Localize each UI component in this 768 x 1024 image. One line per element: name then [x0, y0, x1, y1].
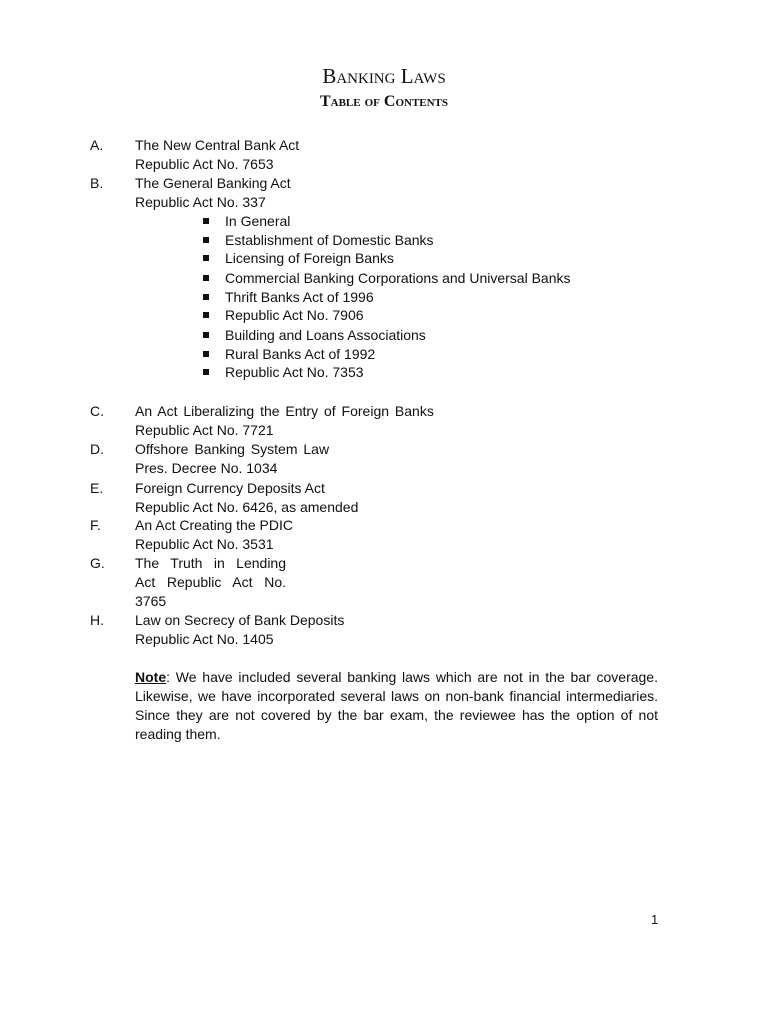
- section-title-line: Act Republic Act No.: [135, 574, 286, 590]
- bullet-text: Thrift Banks Act of 1996: [225, 289, 374, 305]
- bullet-item: [203, 345, 375, 364]
- section-reference: Pres. Decree No. 1034: [135, 460, 278, 476]
- document-title: Banking Laws: [322, 64, 446, 88]
- section-reference: Republic Act No. 7653: [135, 156, 274, 172]
- bullet-item: [203, 326, 426, 345]
- square-bullet-icon: [203, 275, 209, 281]
- section-title: Offshore Banking System Law: [135, 441, 330, 457]
- section-title: The General Banking Act: [135, 175, 291, 191]
- bullet-text: Licensing of Foreign Banks: [225, 250, 394, 266]
- bullet-item: [203, 212, 290, 231]
- bullet-text: Building and Loans Associations: [225, 327, 426, 343]
- note-paragraph: [135, 668, 658, 744]
- section-letter: C.: [90, 403, 104, 419]
- section-letter: B.: [90, 175, 104, 191]
- note-label: Note: [135, 669, 167, 685]
- section-letter: A.: [90, 137, 104, 153]
- section-title: Foreign Currency Deposits Act: [135, 480, 325, 496]
- bullet-item: [203, 249, 394, 268]
- bullet-text: Commercial Banking Corporations and Universal Banks: [225, 270, 571, 286]
- section-title: Law on Secrecy of Bank Deposits: [135, 612, 345, 628]
- section-title: An Act Liberalizing the Entry of Foreign Banks: [135, 403, 434, 419]
- square-bullet-icon: [203, 312, 209, 318]
- section-letter: F.: [90, 517, 101, 533]
- square-bullet-icon: [203, 255, 209, 261]
- section-reference: Republic Act No. 1405: [135, 631, 274, 647]
- note-text: : We have included several banking laws which are not in the bar coverage. Likewise, we have incorporated several laws on non-bank financial intermediaries. Since they are not covered by the bar exam, the reviewee has the option of not reading them.: [135, 669, 658, 742]
- bullet-item: [203, 363, 364, 382]
- page-number: 1: [651, 912, 659, 927]
- section-letter: G.: [90, 555, 105, 571]
- document-subtitle: Table of Contents: [319, 93, 449, 110]
- section-reference: Republic Act No. 337: [135, 194, 266, 210]
- section-letter: D.: [90, 441, 104, 457]
- square-bullet-icon: [203, 237, 209, 243]
- square-bullet-icon: [203, 351, 209, 357]
- bullet-text: Establishment of Domestic Banks: [225, 232, 434, 248]
- square-bullet-icon: [203, 369, 209, 375]
- section-reference: Republic Act No. 7721: [135, 422, 274, 438]
- bullet-item: [203, 269, 571, 288]
- bullet-text: In General: [225, 213, 291, 229]
- section-reference: Republic Act No. 3531: [135, 536, 274, 552]
- bullet-text: Republic Act No. 7353: [225, 364, 364, 380]
- section-title-line: The Truth in Lending: [135, 555, 286, 571]
- bullet-item: [203, 231, 434, 250]
- section-letter: H.: [90, 612, 104, 628]
- section-title: An Act Creating the PDIC: [135, 517, 293, 533]
- section-title-line: 3765: [135, 593, 167, 609]
- section-title: The New Central Bank Act: [135, 137, 300, 153]
- square-bullet-icon: [203, 332, 209, 338]
- bullet-item: [203, 288, 374, 307]
- section-letter: E.: [90, 480, 104, 496]
- square-bullet-icon: [203, 218, 209, 224]
- bullet-item: [203, 306, 364, 325]
- section-reference: Republic Act No. 6426, as amended: [135, 499, 359, 515]
- bullet-text: Republic Act No. 7906: [225, 307, 364, 323]
- bullet-text: Rural Banks Act of 1992: [225, 346, 376, 362]
- square-bullet-icon: [203, 294, 209, 300]
